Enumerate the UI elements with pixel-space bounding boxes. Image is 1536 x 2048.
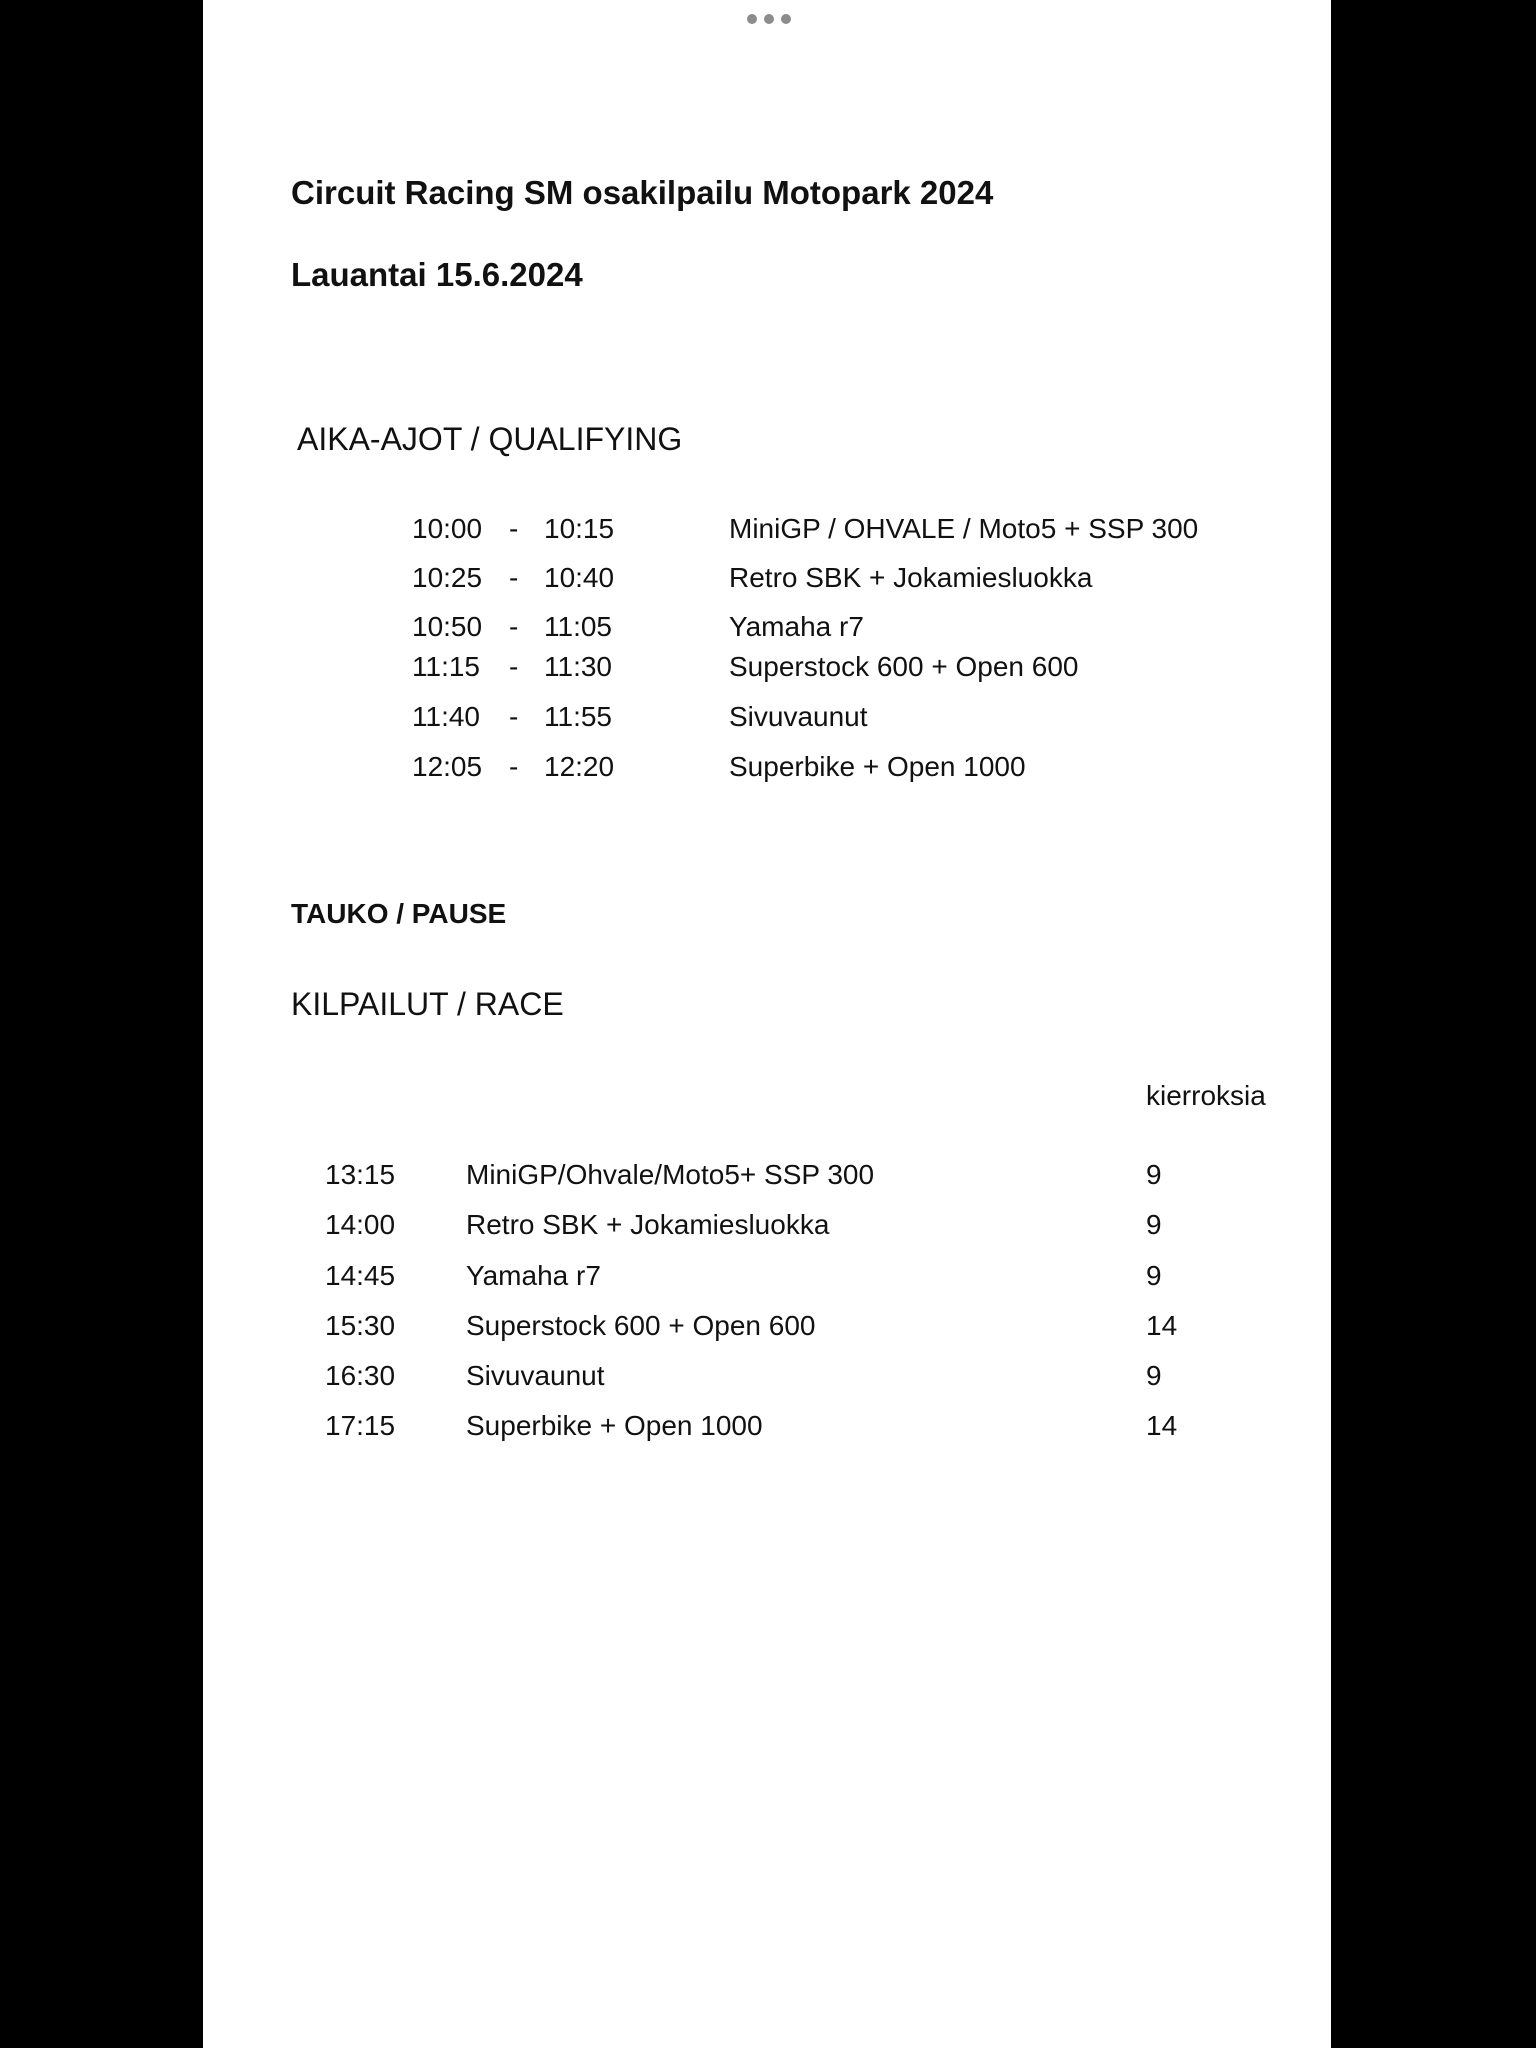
class-name: Superstock 600 + Open 600: [729, 651, 1079, 682]
end-time: 12:20: [544, 751, 615, 782]
class-name: Retro SBK + Jokamiesluokka: [729, 562, 1093, 593]
class-name: MiniGP / OHVALE / Moto5 + SSP 300: [729, 513, 1199, 544]
class-name: Superbike + Open 1000: [729, 751, 1026, 782]
laps-count: 9: [1146, 1360, 1162, 1391]
end-time: 11:55: [544, 701, 612, 732]
class-name: Retro SBK + Jokamiesluokka: [466, 1209, 830, 1240]
dot: [781, 14, 791, 24]
race-time: 15:30: [325, 1310, 396, 1341]
time-separator: -: [509, 651, 519, 682]
class-name: Sivuvaunut: [729, 701, 868, 732]
class-name: Superstock 600 + Open 600: [466, 1310, 816, 1341]
race-time: 17:15: [325, 1410, 396, 1441]
class-name: Sivuvaunut: [466, 1360, 605, 1391]
class-name: Yamaha r7: [729, 611, 864, 642]
race-heading: KILPAILUT / RACE: [291, 986, 564, 1022]
time-separator: -: [509, 701, 519, 732]
laps-count: 14: [1146, 1310, 1178, 1341]
end-time: 10:15: [544, 513, 615, 544]
laps-count: 9: [1146, 1209, 1162, 1240]
document-page: [203, 0, 1331, 2048]
dot: [764, 14, 774, 24]
dot: [747, 14, 757, 24]
time-separator: -: [509, 562, 519, 593]
end-time: 10:40: [544, 562, 615, 593]
laps-count: 9: [1146, 1159, 1162, 1190]
qualifying-heading: AIKA-AJOT / QUALIFYING: [297, 421, 683, 457]
race-time: 16:30: [325, 1360, 396, 1391]
pause-heading: TAUKO / PAUSE: [291, 898, 507, 929]
end-time: 11:30: [544, 651, 612, 682]
time-separator: -: [509, 611, 519, 642]
class-name: Yamaha r7: [466, 1260, 601, 1291]
time-separator: -: [509, 751, 519, 782]
more-horizontal-icon[interactable]: [747, 12, 791, 26]
start-time: 11:15: [412, 651, 480, 682]
start-time: 11:40: [412, 701, 480, 732]
laps-count: 9: [1146, 1260, 1162, 1291]
end-time: 11:05: [544, 611, 612, 642]
document-title: Circuit Racing SM osakilpailu Motopark 2024: [291, 174, 994, 211]
start-time: 10:50: [412, 611, 483, 642]
start-time: 10:25: [412, 562, 483, 593]
laps-count: 14: [1146, 1410, 1178, 1441]
class-name: Superbike + Open 1000: [466, 1410, 763, 1441]
race-time: 14:45: [325, 1260, 396, 1291]
laps-column-header: kierroksia: [1146, 1080, 1266, 1111]
start-time: 10:00: [412, 513, 483, 544]
time-separator: -: [509, 513, 519, 544]
start-time: 12:05: [412, 751, 483, 782]
event-date: Lauantai 15.6.2024: [291, 256, 583, 293]
race-time: 14:00: [325, 1209, 396, 1240]
class-name: MiniGP/Ohvale/Moto5+ SSP 300: [466, 1159, 875, 1190]
race-time: 13:15: [325, 1159, 396, 1190]
